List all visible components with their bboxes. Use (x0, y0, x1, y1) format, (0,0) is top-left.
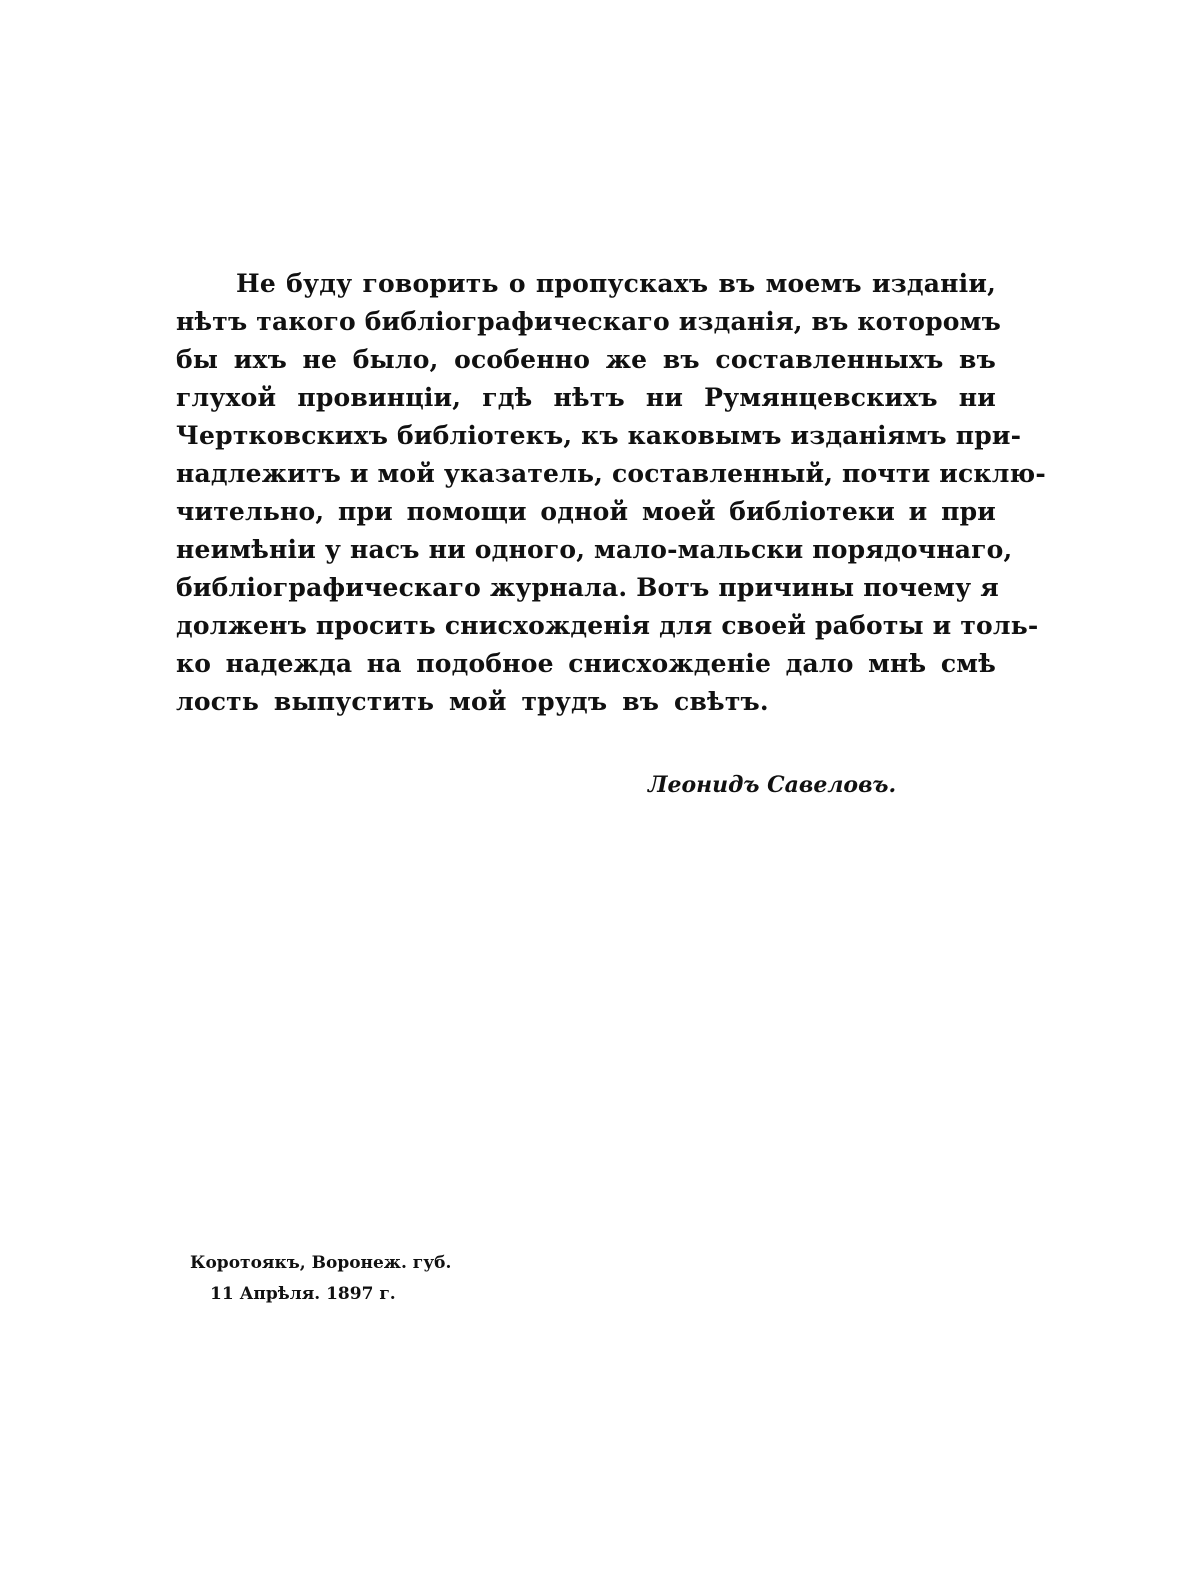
paragraph-line-11: ко надежда на подобное снисхожденіе дало мнѣ смѣ (176, 649, 996, 678)
paragraph-line-1: Не буду говорить о пропускахъ въ моемъ изданіи, (236, 269, 996, 298)
paragraph-line-7: чительно, при помощи одной моей библіотеки и при (176, 497, 996, 526)
preface-paragraph (176, 265, 1046, 721)
paragraph-line-8: неимѣніи у насъ ни одного, мало-мальски порядочнаго, (176, 535, 1013, 564)
place-line: Коротоякъ, Воронеж. губ. (190, 1253, 452, 1273)
paragraph-line-12: лость выпустить мой трудъ въ свѣтъ. (176, 687, 769, 716)
paragraph-line-2: нѣтъ такого библіографическаго изданія, въ которомъ (176, 307, 1001, 336)
paragraph-line-9: библіографическаго журнала. Вотъ причины почему я (176, 573, 999, 602)
paragraph-line-10: долженъ просить снисхожденія для своей работы и толь- (176, 611, 1039, 640)
paragraph-line-3: бы ихъ не было, особенно же въ составленныхъ въ (176, 345, 996, 374)
date-line: 11 Апрѣля. 1897 г. (210, 1284, 396, 1304)
place-and-date (190, 1248, 451, 1310)
author-signature: Леонидъ Савеловъ. (648, 772, 897, 798)
paragraph-line-6: надлежитъ и мой указатель, составленный, почти исклю- (176, 459, 1046, 488)
paragraph-line-5: Чертковскихъ библіотекъ, къ каковымъ изданіямъ при- (176, 421, 1022, 450)
paragraph-line-4: глухой провинціи, гдѣ нѣтъ ни Румянцевскихъ ни (176, 383, 996, 412)
